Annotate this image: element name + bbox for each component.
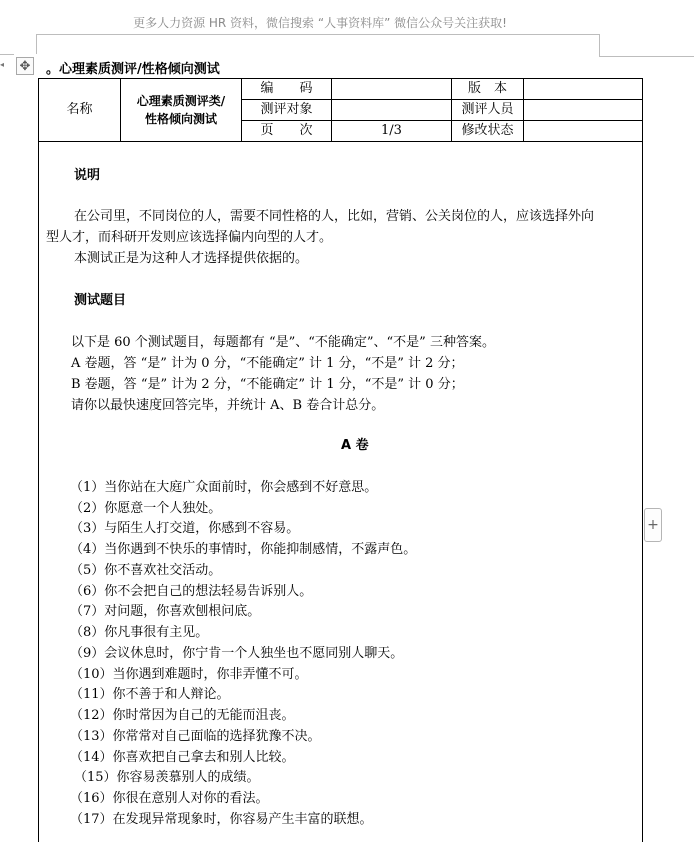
question-item: （14）你喜欢把自己拿去和别人比较。 [70, 750, 295, 765]
question-item: （11）你不善于和人辩论。 [70, 687, 230, 702]
question-item: （13）你常常对自己面临的选择犹豫不决。 [70, 729, 321, 744]
document-body [38, 142, 643, 842]
intro-paragraph-1-cont: 型人才，而科研开发则应该选择偏内向型的人才。 [46, 230, 333, 245]
name-label: 名称 [39, 79, 121, 142]
question-item: （15）你容易羡慕别人的成绩。 [74, 770, 260, 785]
intro-paragraph-2: 本测试正是为这种人才选择提供依据的。 [74, 251, 309, 266]
code-value[interactable] [332, 79, 452, 100]
rule-line-2: A 卷题，答 “是” 计为 0 分，“不能确定” 计 1 分，“不是” 计 2 分； [71, 356, 464, 371]
question-item: （7）对问题，你喜欢刨根问底。 [70, 604, 261, 619]
crop-mark-top-right [599, 56, 694, 57]
header-rule [36, 34, 600, 35]
question-item: （16）你很在意别人对你的看法。 [70, 791, 269, 806]
section-heading: 。心理素质测评/性格倾向测试 [46, 62, 220, 77]
page-header-note: 更多人力资源 HR 资料，微信搜索 “人事资料库” 微信公众号关注获取! [133, 16, 507, 30]
question-item: （3）与陌生人打交道，你感到不容易。 [70, 521, 300, 536]
crop-mark-top-right-v [599, 34, 600, 56]
subject-label: 测评对象 [242, 100, 332, 121]
rule-line-4: 请你以最快速度回答完毕，并统计 A、B 卷合计总分。 [71, 398, 385, 413]
add-row-plus-icon[interactable]: + [644, 508, 662, 542]
code-label: 编 码 [242, 79, 332, 100]
evaluator-value[interactable] [524, 100, 643, 121]
questions-title: 测试题目 [74, 293, 127, 308]
revision-value[interactable] [524, 121, 643, 142]
name-value [121, 79, 242, 142]
question-item: （10）当你遇到难题时，你非弄懂不可。 [70, 667, 308, 682]
intro-title: 说明 [74, 168, 101, 183]
question-item: （5）你不喜欢社交活动。 [70, 563, 222, 578]
question-item: （8）你凡事很有主见。 [70, 625, 209, 640]
revision-label: 修改状态 [452, 121, 524, 142]
name-value-line-2: 性格倾向测试 [144, 112, 217, 126]
version-value[interactable] [524, 79, 643, 100]
crop-mark-top-left-v [36, 34, 37, 54]
name-value-line-1: 心理素质测评类/ [136, 94, 226, 108]
rule-line-1: 以下是 60 个测试题目，每题都有 “是”、“不能确定”、“不是” 三种答案。 [71, 335, 495, 350]
question-item: （4）当你遇到不快乐的事情时，你能抑制感情，不露声色。 [70, 542, 417, 557]
question-item: （6）你不会把自己的想法轻易告诉别人。 [70, 584, 313, 599]
page-value: 1/3 [332, 121, 452, 142]
intro-paragraph-1: 在公司里，不同岗位的人，需要不同性格的人，比如，营销、公关岗位的人，应该选择外向 [74, 209, 595, 224]
question-item: （12）你时常因为自己的无能而沮丧。 [70, 708, 295, 723]
version-label: 版 本 [452, 79, 524, 100]
evaluator-label: 测评人员 [452, 100, 524, 121]
document-info-table [38, 78, 643, 142]
rule-line-3: B 卷题，答 “是” 计为 2 分，“不能确定” 计 1 分，“不是” 计 0 分； [71, 377, 464, 392]
crop-mark-top-left [0, 54, 14, 55]
question-item: （17）在发现异常现象时，你容易产生丰富的联想。 [70, 812, 373, 827]
volume-a-title: A 卷 [341, 438, 369, 453]
table-move-handle-icon[interactable]: ✥ [16, 57, 34, 75]
question-item: （1）当你站在大庭广众面前时，你会感到不好意思。 [70, 480, 378, 495]
question-item: （9）会议休息时，你宁肯一个人独坐也不愿同别人聊天。 [70, 646, 404, 661]
left-arrow-icon: ◂ [0, 60, 5, 69]
page-label: 页 次 [242, 121, 332, 142]
subject-value[interactable] [332, 100, 452, 121]
question-item: （2）你愿意一个人独处。 [70, 501, 222, 516]
